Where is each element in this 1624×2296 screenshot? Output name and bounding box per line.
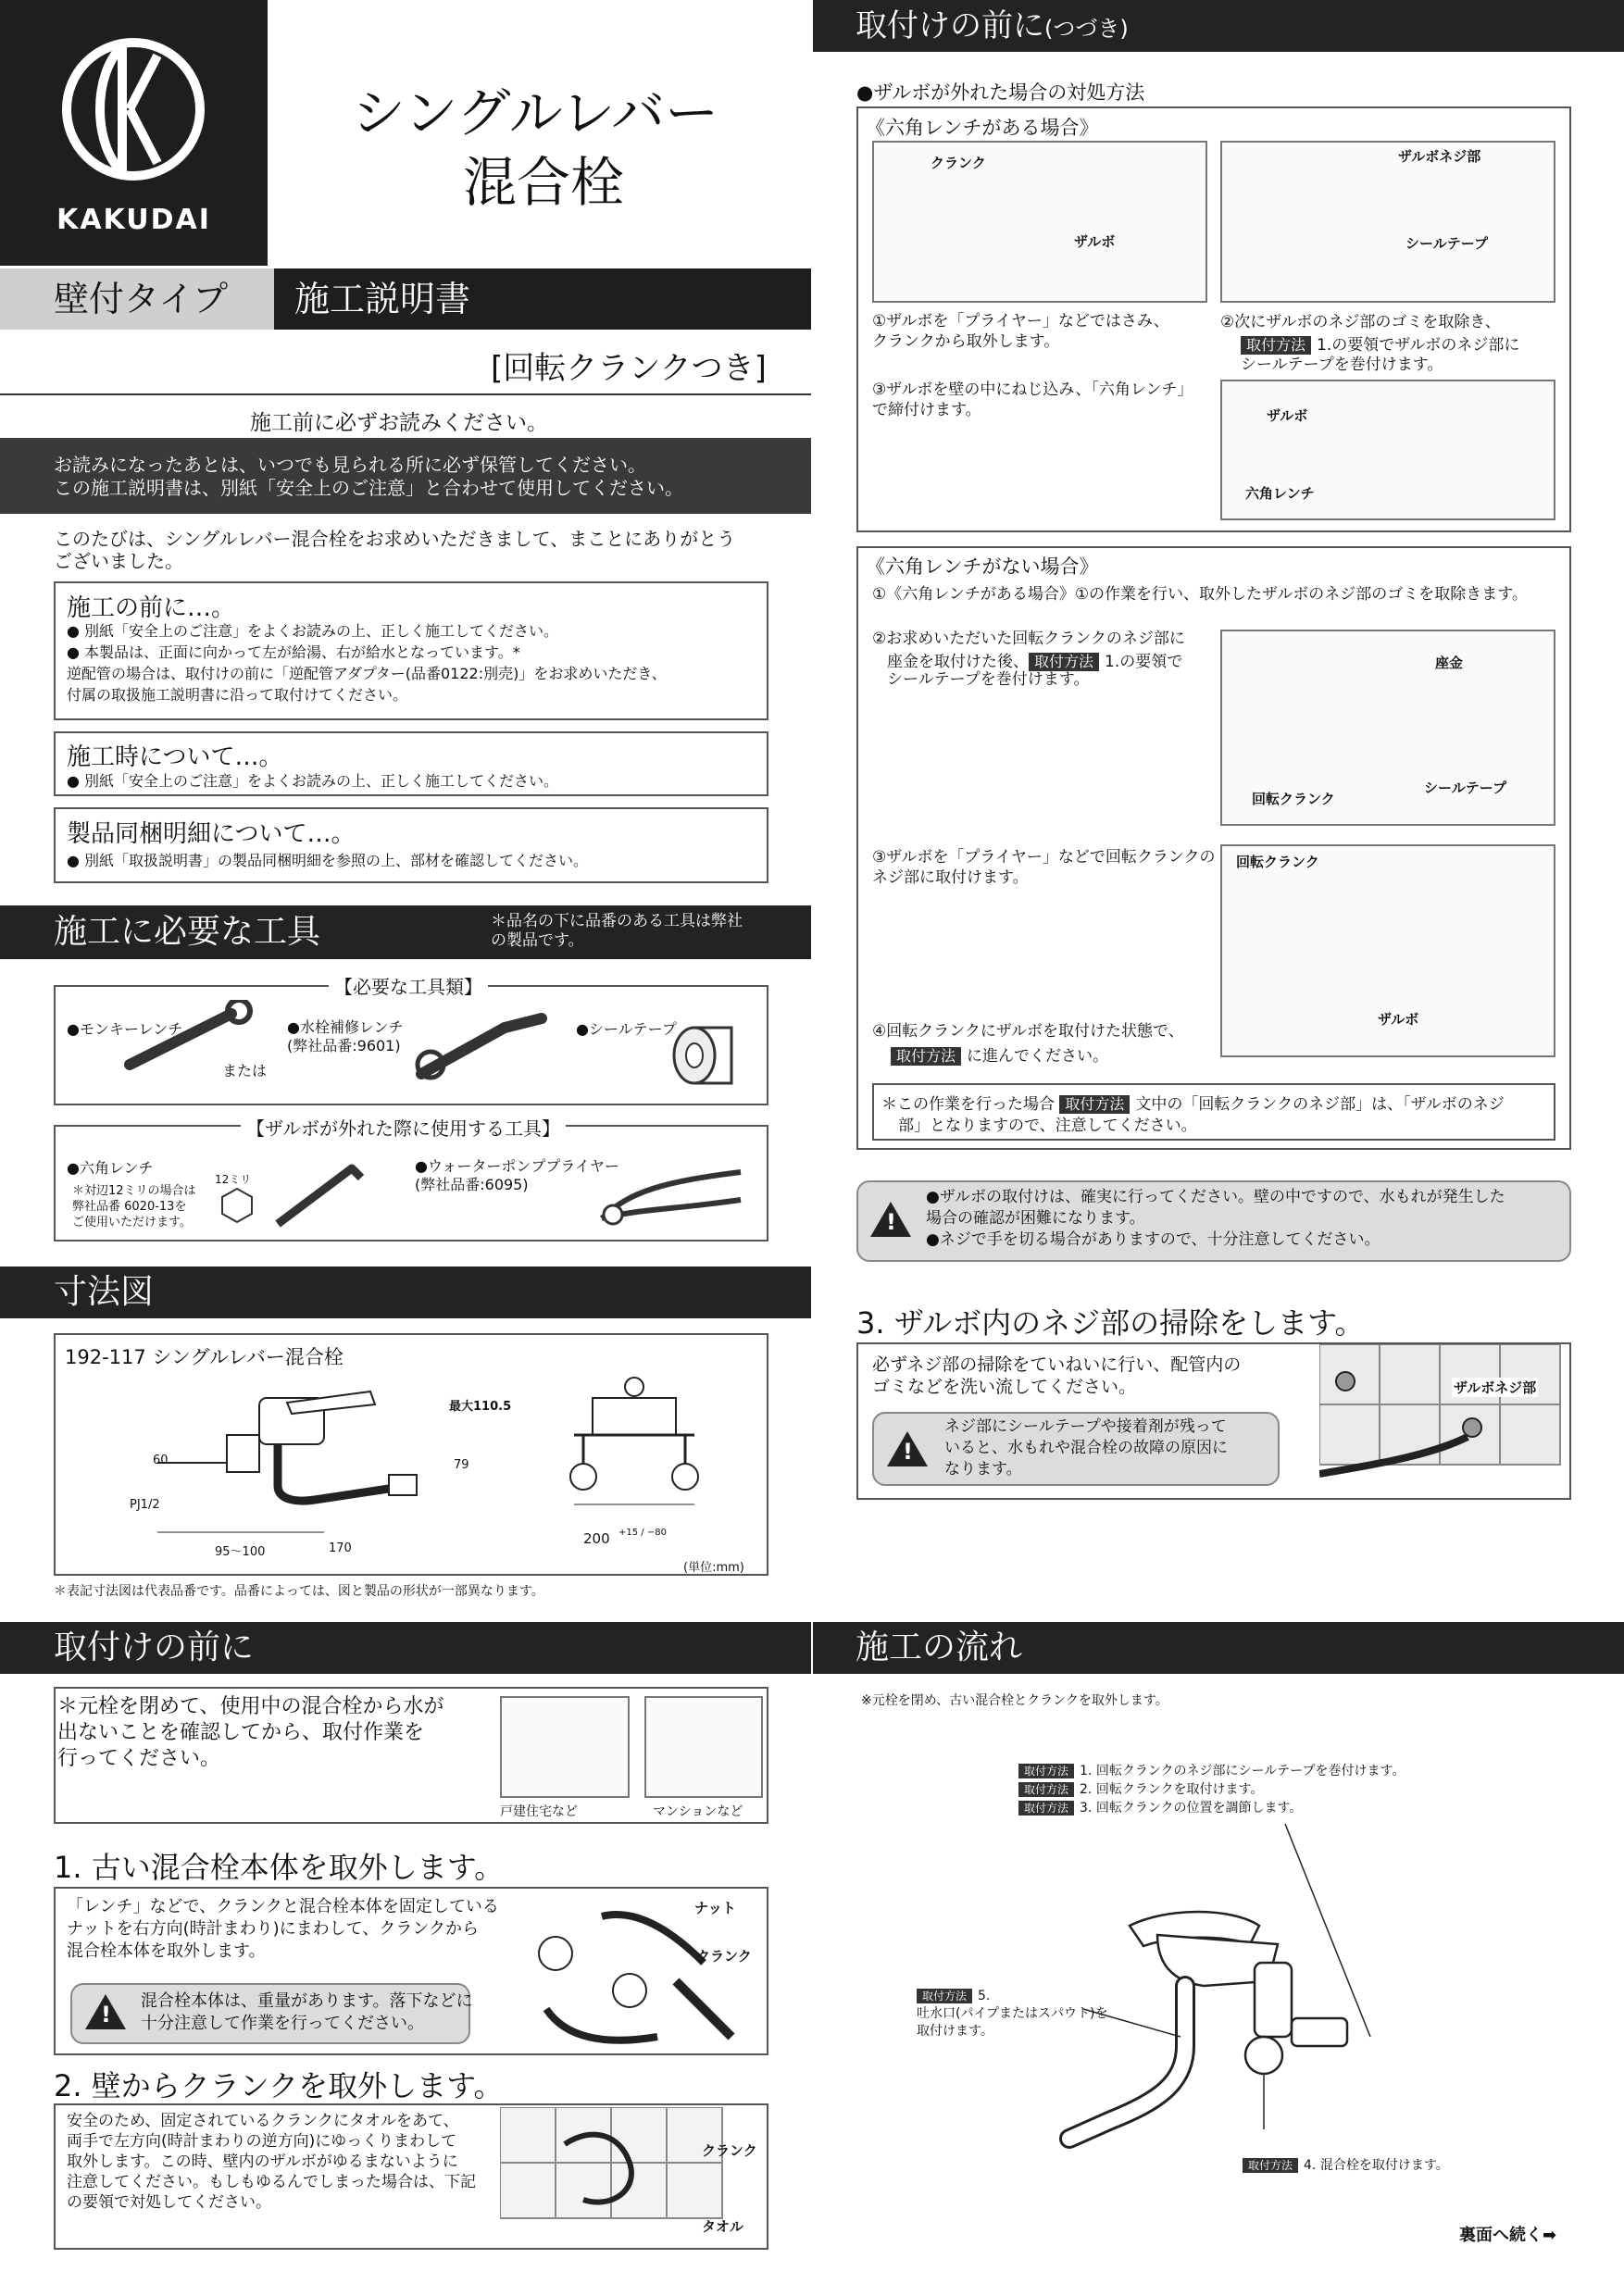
step2-towel: タオル	[702, 2218, 744, 2235]
before-title: 施工の前に…。	[67, 594, 236, 622]
with-hex-step2c: シールテープを巻付けます。	[1241, 356, 1443, 374]
divider	[0, 393, 811, 395]
tool-or: または	[222, 1062, 268, 1079]
tools-note: ＊品名の下に品番のある工具は弊社 の製品です。	[491, 912, 743, 950]
before-body: ● 別紙「安全上のご注意」をよくお読みの上、正しく施工してください。 ● 本製品は、正面に向かって左が給湯、右が給水となっています。* 逆配管の場合は、取付けの前に「逆配管アダプター(品番0122:別売)」をお求めいただき、 付属の取扱施工説明書に沿って取付けてください。	[67, 622, 667, 704]
prep-bar	[0, 1622, 811, 1674]
with-hex-fig2	[1220, 141, 1555, 303]
flow-step1	[1018, 1761, 1405, 1779]
thanks-text: このたびは、シングルレバー混合栓をお求めいただきまして、まことにありがとう ございました。	[54, 528, 736, 572]
flow-step5-num: 5.	[978, 1989, 991, 2003]
without-hex-step2a: ②お求めいただいた回転クランクのネジ部に	[872, 630, 1185, 648]
with-hex-fig1	[872, 141, 1207, 303]
step1-body: 「レンチ」などで、クランクと混合栓本体を固定している ナットを右方向(時計まわり)にまわして、クランクから 混合栓本体を取外します。	[67, 1897, 499, 1961]
cont-bar-small: (つづき)	[1044, 16, 1129, 42]
without-hex-step2b-text: 座金を取付けた後、	[887, 653, 1029, 671]
warning-icon	[85, 1994, 126, 2029]
zarubo-head: ●ザルボが外れた場合の対処方法	[856, 81, 1145, 104]
step2-body: 安全のため、固定されているクランクにタオルをあて、 両手で左方向(時計まわりの逆方向)にゆっくりまわして 取外します。この時、壁内のザルボがゆるまないように 注意してください。もしもゆるんでしまった場合は、下記 の要領で対処してください。	[67, 2112, 476, 2212]
doc-label: 施工説明書	[274, 268, 811, 330]
fig4-washer: 座金	[1435, 655, 1464, 671]
dim-200: 200	[583, 1530, 610, 1547]
dim-95: 95〜100	[215, 1545, 266, 1559]
tool-hex-size: 12ミリ	[215, 1173, 252, 1186]
dim-60: 60	[153, 1454, 169, 1467]
must-read: 施工前に必ずお読みください。	[250, 411, 548, 435]
without-hex-step4b	[891, 1042, 1108, 1066]
dim-79: 79	[454, 1458, 469, 1472]
warning-icon	[870, 1202, 911, 1237]
faucet-front-drawing	[556, 1370, 713, 1509]
fig5-rot-crank: 回転クランク	[1236, 854, 1319, 870]
without-hex-step2c-text: 1.の要領で	[1105, 653, 1183, 671]
tool-hex: ●六角レンチ	[67, 1159, 154, 1177]
fig1-zarubo: ザルボ	[1074, 233, 1116, 250]
tool-pump-pliers: ●ウォーターポンププライヤー (弊社品番:6095)	[415, 1157, 619, 1193]
zarubo-warn-text: ●ザルボの取付けは、確実に行ってください。壁の中ですので、水もれが発生した 場合の確認が困難になります。 ●ネジで手を切る場合がありますので、十分注意してください。	[926, 1188, 1505, 1249]
brand-logo-block	[0, 0, 268, 266]
flow-step5-text: 吐水口(パイプまたはスパウト)を 取付けます。	[917, 2006, 1108, 2039]
flow-bar	[813, 1622, 1624, 1674]
fig3-zarubo: ザルボ	[1267, 407, 1308, 424]
method-tag: 取付方法	[1059, 1095, 1130, 1114]
tool-monkey: ●モンキーレンチ	[67, 1020, 183, 1038]
flow-step4	[1243, 2155, 1449, 2174]
without-hex-step4b-text: に進んでください。	[967, 1047, 1109, 1066]
flow-step4-text: 4. 混合栓を取付けます。	[1304, 2158, 1449, 2173]
tool-faucet-wrench: ●水栓補修レンチ (弊社品番:9601)	[287, 1018, 404, 1054]
prep-house-figure	[500, 1696, 630, 1798]
pump-pliers-icon	[593, 1154, 750, 1237]
flow-step2	[1018, 1779, 1263, 1798]
step2-title: 2. 壁からクランクを取外します。	[54, 2068, 504, 2103]
fallen-head: 【ザルボが外れた際に使用する工具】	[241, 1114, 566, 1141]
required-head: 【必要な工具類】	[329, 972, 488, 999]
note-a-text: ＊この作業を行った場合	[881, 1095, 1055, 1114]
prep-mansion-figure	[644, 1696, 763, 1798]
prep-bar-title: 取付けの前に	[54, 1628, 255, 1666]
prep-house: 戸建住宅など	[500, 1804, 578, 1819]
type-label: 壁付タイプ	[0, 268, 274, 330]
without-hex-step3: ③ザルボを「プライヤー」などで回転クランクの ネジ部に取付けます。	[872, 848, 1216, 887]
faucet-assembly-illustration	[1056, 1824, 1444, 2213]
notice-text: お読みになったあとは、いつでも見られる所に必ず保管してください。 この施工説明書は、別紙「安全上のご注意」と合わせて使用してください。	[54, 454, 683, 499]
fig2-seal-tape: シールテープ	[1405, 235, 1488, 252]
with-hex-step1: ①ザルボを「プライヤー」などではさみ、 クランクから取外します。	[872, 312, 1169, 351]
without-hex-note-c: 部」となりますので、注意してください。	[898, 1117, 1197, 1135]
cont-bar	[813, 0, 1624, 52]
prep-note: ＊元栓を閉めて、使用中の混合栓から水が 出ないことを確認してから、取付作業を 行ってください。	[57, 1695, 444, 1770]
contents-title: 製品同梱明細について…。	[67, 820, 356, 848]
hex-nut-icon	[219, 1187, 256, 1224]
product-title-2: 混合栓	[463, 151, 625, 214]
dim-max: 最大110.5	[449, 1400, 512, 1414]
faucet-removal-illustration	[528, 1898, 757, 2053]
flow-step3	[1018, 1798, 1302, 1816]
step2-crank: クランク	[702, 2142, 757, 2159]
brand-name: KAKUDAI	[56, 204, 211, 236]
dim-170: 170	[329, 1541, 352, 1555]
warning-icon	[887, 1431, 928, 1466]
dim-unit: (単位:mm)	[683, 1561, 744, 1575]
zarubo-cleaning-illustration	[1319, 1344, 1568, 1500]
tools-bar-title: 施工に必要な工具	[54, 913, 321, 951]
step3-title: 3. ザルボ内のネジ部の掃除をします。	[856, 1305, 1365, 1341]
during-title: 施工時について…。	[67, 743, 283, 771]
flow-note: ※元栓を閉め、古い混合栓とクランクを取外します。	[861, 1693, 1168, 1708]
without-hex-step1: ①《六角レンチがある場合》①の作業を行い、取外したザルボのネジ部のゴミを取除きます。	[872, 585, 1528, 604]
method-tag: 取付方法	[1243, 2158, 1298, 2173]
step1-warn-text: 混合栓本体は、重量があります。落下などに 十分注意して作業を行ってください。	[141, 1991, 473, 2033]
fig3-hex-wrench: 六角レンチ	[1245, 485, 1315, 502]
without-hex-note-a	[881, 1091, 1505, 1114]
note-b-text: 文中の「回転クランクのネジ部」は、「ザルボのネジ	[1135, 1095, 1505, 1114]
subtitle: [回転クランクつき]	[491, 350, 767, 387]
product-title-1: シングルレバー	[352, 81, 719, 144]
step3-body: 必ずネジ部の掃除をていねいに行い、配管内の ゴミなどを洗い流してください。	[872, 1354, 1242, 1397]
fig5-zarubo: ザルボ	[1378, 1011, 1419, 1028]
seal-tape-icon	[667, 1018, 750, 1092]
fig2-zarubo-thread: ザルボネジ部	[1398, 148, 1481, 165]
tool-seal-tape: ●シールテープ	[576, 1020, 677, 1038]
during-body: ● 別紙「安全上のご注意」をよくお読みの上、正しく施工してください。	[67, 772, 559, 790]
dimensions-bar-title: 寸法図	[54, 1273, 155, 1311]
method-tag: 取付方法	[1018, 1764, 1074, 1778]
dim-tolerance: +15 / −80	[618, 1528, 667, 1538]
with-hex-step3: ③ザルボを壁の中にねじ込み、「六角レンチ」 で締付けます。	[872, 381, 1193, 419]
fig4-seal-tape: シールテープ	[1424, 780, 1506, 796]
method-tag: 取付方法	[1029, 653, 1099, 671]
continue-next: 裏面へ続く➡	[1459, 2226, 1557, 2245]
hex-wrench-icon	[269, 1157, 370, 1231]
step1-title: 1. 古い混合栓本体を取外します。	[54, 1850, 505, 1885]
dim-pj: PJ1/2	[130, 1498, 160, 1512]
with-hex-step2b-text: 1.の要領でザルボのネジ部に	[1317, 336, 1520, 355]
flow-bar-title: 施工の流れ	[856, 1628, 1023, 1666]
flow-step5	[917, 1989, 990, 2003]
without-hex-step4a: ④回転クランクにザルボを取付けた状態で、	[872, 1022, 1184, 1041]
flow-step1-text: 1. 回転クランクのネジ部にシールテープを巻付けます。	[1080, 1764, 1405, 1778]
with-hex-head: 《六角レンチがある場合》	[866, 117, 1099, 139]
method-tag: 取付方法	[917, 1989, 972, 2003]
method-tag: 取付方法	[1241, 336, 1311, 355]
faucet-side-drawing	[139, 1384, 444, 1541]
cont-bar-title: 取付けの前に	[856, 7, 1044, 44]
method-tag: 取付方法	[1018, 1801, 1074, 1816]
method-tag: 取付方法	[1018, 1782, 1074, 1797]
step3-zarubo-thread: ザルボネジ部	[1454, 1379, 1537, 1396]
with-hex-step2b	[1241, 331, 1519, 355]
with-hex-step2a: ②次にザルボのネジ部のゴミを取除き、	[1220, 313, 1501, 331]
tool-hex-note: ＊対辺12ミリの場合は 弊社品番 6020-13を ご使用いただけます。	[72, 1184, 196, 1229]
flow-step2-text: 2. 回転クランクを取付けます。	[1080, 1782, 1264, 1797]
step1-nut: ナット	[694, 1900, 736, 1916]
without-hex-step2d: シールテープを巻付けます。	[887, 670, 1090, 689]
method-tag: 取付方法	[891, 1047, 961, 1066]
dimensions-bar	[0, 1267, 811, 1318]
faucet-wrench-icon	[412, 1009, 551, 1083]
contents-body: ● 別紙「取扱説明書」の製品同梱明細を参照の上、部材を確認してください。	[67, 852, 589, 869]
dim-footnote: ＊表記寸法図は代表品番です。品番によっては、図と製品の形状が一部異なります。	[54, 1584, 544, 1599]
prep-mansion: マンションなど	[653, 1804, 743, 1819]
without-hex-head: 《六角レンチがない場合》	[866, 555, 1099, 578]
dim-model: 192-117 シングルレバー混合栓	[65, 1346, 344, 1368]
step1-crank: クランク	[696, 1948, 752, 1965]
fig1-crank: クランク	[931, 155, 986, 171]
fig4-rot-crank: 回転クランク	[1252, 791, 1335, 807]
flow-step3-text: 3. 回転クランクの位置を調節します。	[1080, 1801, 1303, 1816]
step3-warn-text: ネジ部にシールテープや接着剤が残って いると、水もれや混合栓の故障の原因に なります。	[944, 1417, 1228, 1479]
